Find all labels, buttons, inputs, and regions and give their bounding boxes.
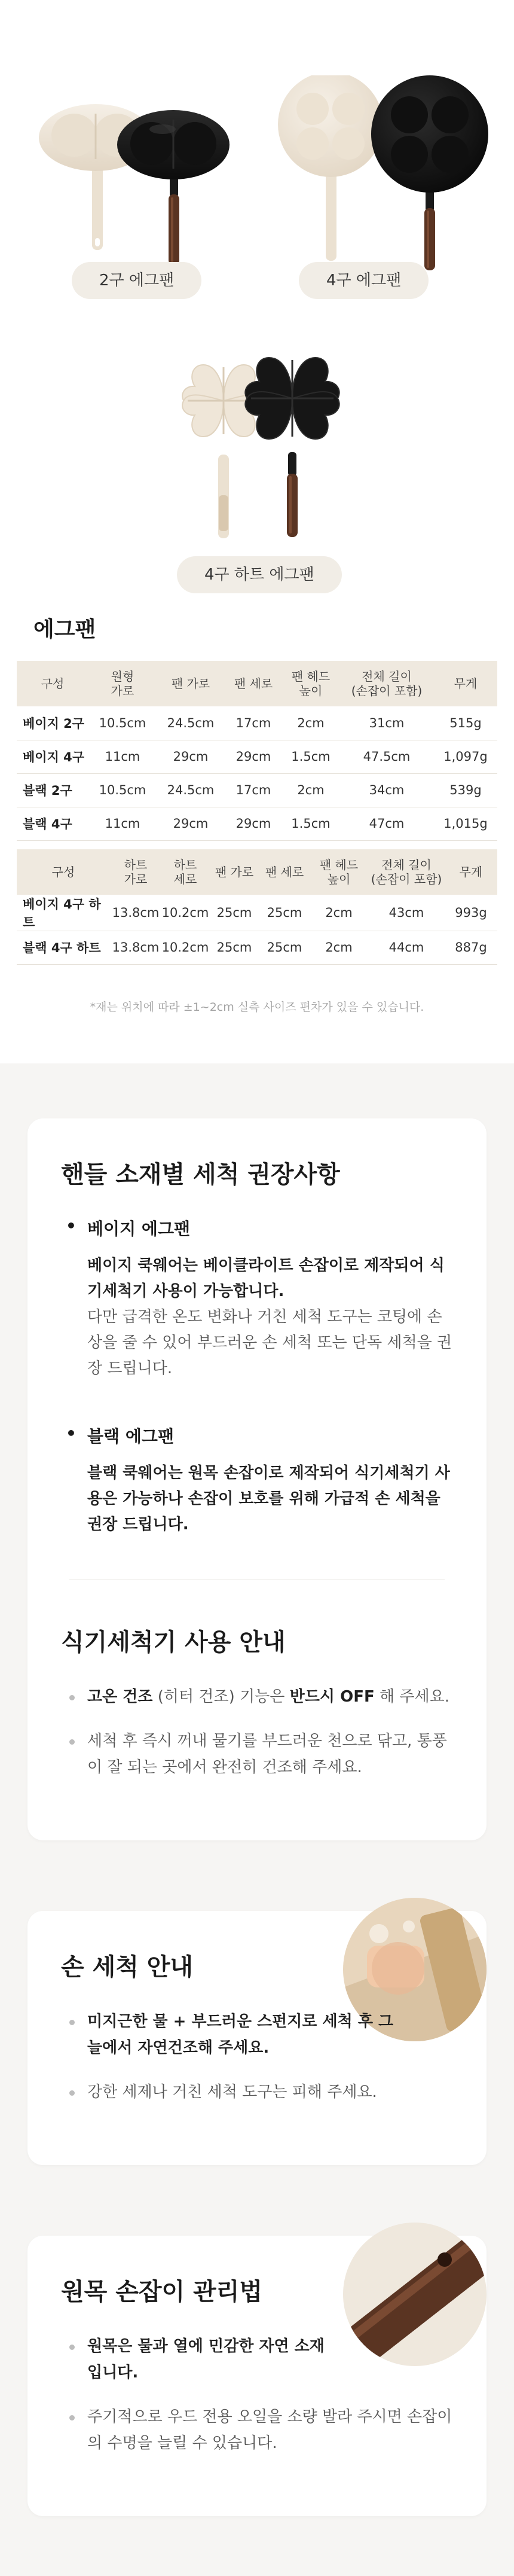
heart-pan-table-cell: 10.2cm <box>161 895 209 931</box>
dishwasher-item-1-a: 고온 건조 <box>87 1687 153 1706</box>
egg-pan-table-header-3: 팬 세로 <box>225 661 282 706</box>
egg-pan-table-cell: 31cm <box>339 706 434 740</box>
black-pan-desc <box>61 1461 453 1538</box>
egg-pan-table-row <box>17 773 497 807</box>
egg-pan-table-cell: 47cm <box>339 807 434 840</box>
egg-pan-table-cell: 24.5cm <box>157 773 225 807</box>
heart-pan-table-cell: 887g <box>445 931 497 964</box>
egg-pan-table-cell: 1.5cm <box>282 740 339 773</box>
care-section <box>0 1063 514 2576</box>
egg-pan-table-cell: 17cm <box>225 773 282 807</box>
heart-pan-table-row-name: 블랙 4구 하트 <box>17 931 110 964</box>
heart-pan-table-row <box>17 895 497 931</box>
black-pan-desc-bold: 블랙 쿡웨어는 원목 손잡이로 제작되어 식기세척기 사용은 가능하나 손잡이 보호를 위해 가급적 손 세척을 권장 드립니다. <box>87 1464 450 1534</box>
hand-wash-list <box>61 2008 453 2105</box>
egg-pan-table-header-4: 팬 헤드 높이 <box>282 661 339 706</box>
heart-pan-table-header-0: 구성 <box>17 849 110 895</box>
egg-pan-table-cell: 10.5cm <box>88 773 157 807</box>
egg-pan-2-image <box>36 90 233 269</box>
hand-wash-title: 손 세척 안내 <box>61 1953 194 1981</box>
egg-pan-table-cell: 34cm <box>339 773 434 807</box>
egg-pan-table-cell: 11cm <box>88 740 157 773</box>
egg-pan-table-cell: 29cm <box>157 740 225 773</box>
egg-pan-table-cell: 11cm <box>88 807 157 840</box>
size-deviation-note: *재는 위치에 따라 ±1~2cm 실측 사이즈 편차가 있을 수 있습니다. <box>90 1000 424 1014</box>
heart-pan-table-header-6: 전체 길이 (손잡이 포함) <box>368 849 445 895</box>
egg-pan-4-black-image <box>371 75 488 270</box>
heart-pan-table-row-name: 베이지 4구 하트 <box>17 895 110 931</box>
egg-pan-2-black-image <box>117 110 230 265</box>
product-images <box>0 0 514 598</box>
egg-pan-table-cell: 1,097g <box>434 740 497 773</box>
egg-pan-table-cell: 29cm <box>157 807 225 840</box>
heart-pan-table-cell: 43cm <box>368 895 445 931</box>
egg-pan-table-header-1: 원형 가로 <box>88 661 157 706</box>
egg-pan-4-beige-image <box>278 75 383 261</box>
heart-pan-table-header-1: 하트 가로 <box>110 849 161 895</box>
heart-pan-table-header-2: 하트 세로 <box>161 849 209 895</box>
beige-pan-desc-normal: 다만 급격한 온도 변화나 거친 세척 도구는 코팅에 손상을 줄 수 있어 부드러운 손 세척 또는 단독 세척을 권장 드립니다. <box>87 1307 452 1377</box>
egg-pan-table-cell: 29cm <box>225 807 282 840</box>
egg-pan-table-header-6: 무게 <box>434 661 497 706</box>
egg-pan-table-cell: 24.5cm <box>157 706 225 740</box>
wood-care-card <box>27 2236 487 2516</box>
dishwasher-item-1-b: (히터 건조) 기능은 <box>152 1687 290 1706</box>
egg-pan-table-cell: 17cm <box>225 706 282 740</box>
heart-pan-table-cell: 993g <box>445 895 497 931</box>
egg-pan-table-cell: 10.5cm <box>88 706 157 740</box>
handle-care-card <box>27 1118 487 1840</box>
egg-pan-4-image <box>272 75 493 273</box>
dishwasher-item-1-d: 해 주세요. <box>374 1687 449 1706</box>
egg-pan-table-header-5: 전체 길이 (손잡이 포함) <box>339 661 434 706</box>
egg-pan-table-header-2: 팬 가로 <box>157 661 225 706</box>
heart-pan-image <box>161 347 359 544</box>
egg-pan-table-row-name: 베이지 2구 <box>17 706 88 740</box>
egg-pan-table-row <box>17 807 497 840</box>
label-heart-pan: 4구 하트 에그팬 <box>177 556 342 593</box>
wood-care-item-1-text: 원목은 물과 열에 민감한 자연 소재입니다. <box>87 2337 325 2382</box>
hand-wash-card <box>27 1911 487 2165</box>
heart-pan-table-header-4: 팬 세로 <box>259 849 310 895</box>
heart-pan-table-header-3: 팬 가로 <box>209 849 259 895</box>
dishwasher-item-1 <box>61 1684 453 1710</box>
heart-pan-table-cell: 13.8cm <box>110 895 161 931</box>
egg-pan-table-row-name: 블랙 4구 <box>17 807 88 840</box>
label-egg-pan-2: 2구 에그팬 <box>72 262 201 299</box>
egg-pan-table-cell: 1,015g <box>434 807 497 840</box>
heart-pan-table-cell: 2cm <box>310 895 368 931</box>
egg-pan-table-header-0: 구성 <box>17 661 88 706</box>
heart-pan-table-cell: 25cm <box>209 931 259 964</box>
heart-pan-table-header-5: 팬 헤드 높이 <box>310 849 368 895</box>
hand-wash-item-1 <box>61 2008 399 2061</box>
egg-pan-table-cell: 515g <box>434 706 497 740</box>
label-egg-pan-4: 4구 에그팬 <box>299 262 429 299</box>
wood-care-item-2: 주기적으로 우드 전용 오일을 소량 발라 주시면 손잡이의 수명을 늘릴 수 있습니다. <box>61 2404 453 2456</box>
heart-pan-table-cell: 10.2cm <box>161 931 209 964</box>
heart-pan-black-image <box>245 358 339 537</box>
egg-pan-table-cell: 2cm <box>282 773 339 807</box>
heart-pan-table-cell: 13.8cm <box>110 931 161 964</box>
spec-table-egg-pan <box>17 661 497 841</box>
spec-section <box>0 612 514 1014</box>
dishwasher-item-2: 세척 후 즉시 꺼내 물기를 부드러운 천으로 닦고, 통풍이 잘 되는 곳에서 완전히 건조해 주세요. <box>61 1728 453 1781</box>
egg-pan-table-row <box>17 740 497 773</box>
handle-care-title: 핸들 소재별 세척 권장사항 <box>61 1160 340 1188</box>
egg-pan-table-cell: 47.5cm <box>339 740 434 773</box>
dishwasher-item-1-c: 반드시 OFF <box>289 1687 375 1706</box>
spec-table-heart-pan <box>17 849 497 965</box>
dishwasher-list <box>61 1684 453 1781</box>
dishwasher-title: 식기세척기 사용 안내 <box>61 1628 286 1656</box>
black-pan-title: • 블랙 에그팬 <box>61 1423 453 1447</box>
heart-pan-table-row <box>17 931 497 964</box>
egg-pan-table-cell: 29cm <box>225 740 282 773</box>
egg-pan-table-cell: 2cm <box>282 706 339 740</box>
wood-care-title: 원목 손잡이 관리법 <box>61 2278 262 2306</box>
heart-pan-table-cell: 25cm <box>209 895 259 931</box>
hand-wash-item-1-text: 미지근한 물 + 부드러운 스펀지로 세척 후 그늘에서 자연건조해 주세요. <box>87 2012 394 2057</box>
beige-pan-desc <box>61 1253 453 1382</box>
spec-title: 에그팬 <box>33 617 96 642</box>
hand-wash-item-2: 강한 세제나 거친 세척 도구는 피해 주세요. <box>61 2079 399 2105</box>
wood-care-list <box>61 2333 453 2456</box>
egg-pan-table-row <box>17 706 497 740</box>
beige-pan-title: • 베이지 에그팬 <box>61 1216 453 1240</box>
heart-pan-table-cell: 25cm <box>259 931 310 964</box>
heart-pan-table-cell: 25cm <box>259 895 310 931</box>
egg-pan-table-cell: 1.5cm <box>282 807 339 840</box>
egg-pan-table-row-name: 베이지 4구 <box>17 740 88 773</box>
egg-pan-table-cell: 539g <box>434 773 497 807</box>
heart-pan-table-cell: 44cm <box>368 931 445 964</box>
heart-pan-table-header-7: 무게 <box>445 849 497 895</box>
heart-pan-table-cell: 2cm <box>310 931 368 964</box>
wood-care-item-1 <box>61 2333 453 2386</box>
beige-pan-desc-bold: 베이지 쿡웨어는 베이클라이트 손잡이로 제작되어 식기세척기 사용이 가능합니다. <box>87 1256 445 1300</box>
egg-pan-table-row-name: 블랙 2구 <box>17 773 88 807</box>
